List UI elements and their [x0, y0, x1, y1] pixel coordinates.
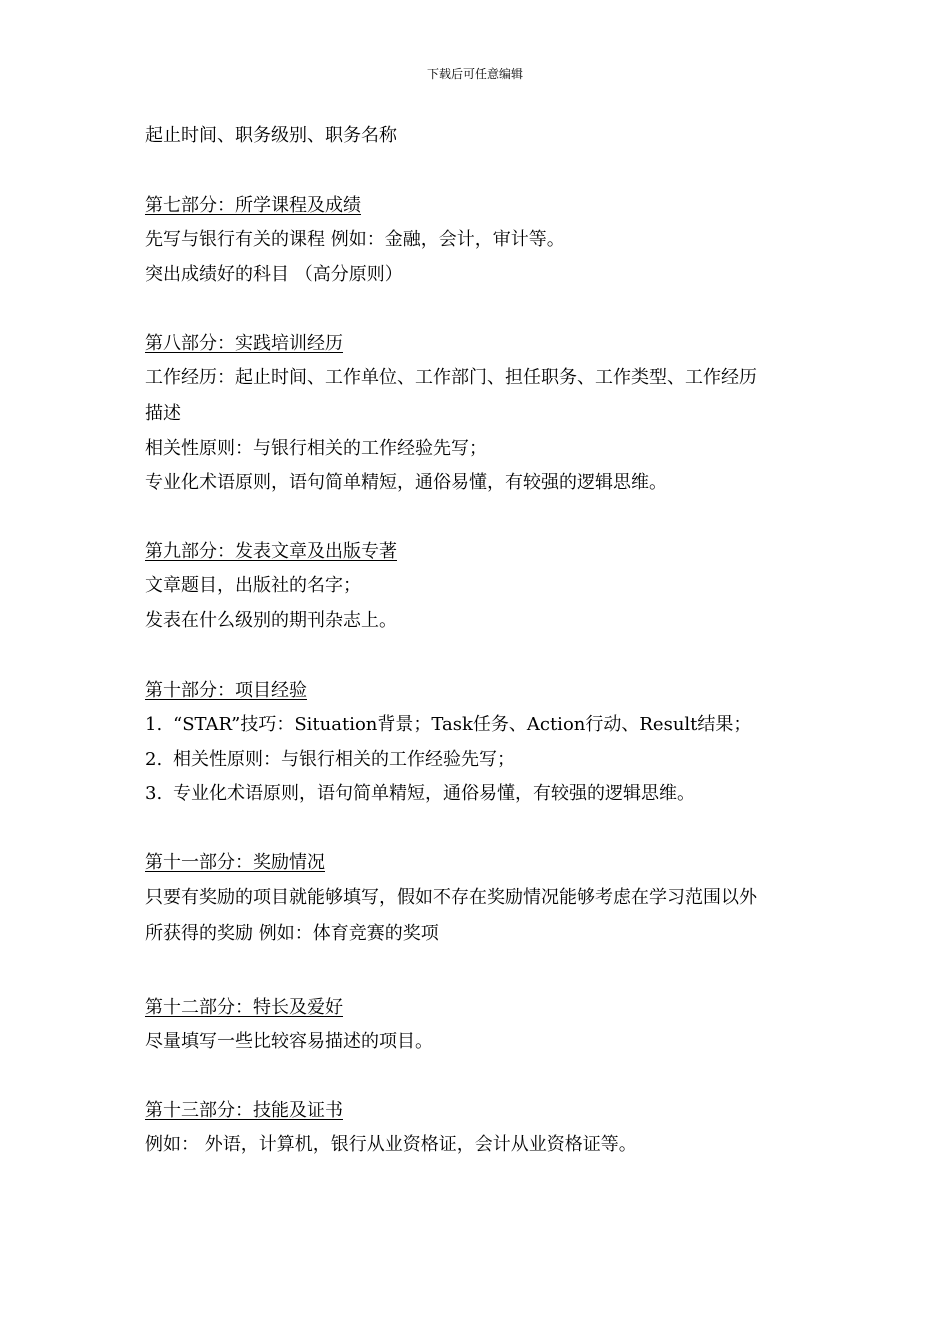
paragraph-line: 突出成绩好的科目 （高分原则） — [145, 264, 403, 285]
page-header: 下载后可任意编辑 — [426, 67, 523, 81]
item-text: 专业化术语原则，语句简单精短，通俗易懂，有较强的逻辑思维。 — [173, 783, 695, 804]
section-heading: 第十二部分：特长及爱好 — [145, 997, 343, 1018]
section-heading: 第十一部分：奖励情况 — [145, 852, 325, 873]
paragraph-line: 工作经历：起止时间、工作单位、工作部门、担任职务、工作类型、工作经历 — [145, 367, 757, 388]
item-text: “STAR”技巧：Situation背景；Task任务、Action行动、Result结果； — [173, 714, 752, 735]
item-text: 相关性原则：与银行相关的工作经验先写； — [173, 749, 515, 770]
section-heading: 第十部分：项目经验 — [145, 680, 307, 701]
paragraph-line: 文章题目，出版社的名字； — [145, 575, 361, 596]
paragraph-line: 所获得的奖励 例如：体育竞赛的奖项 — [145, 923, 439, 944]
intro-line: 起止时间、职务级别、职务名称 — [145, 125, 397, 146]
paragraph-line: 尽量填写一些比较容易描述的项目。 — [145, 1031, 433, 1052]
item-number: 1. — [145, 714, 163, 735]
paragraph-line: 描述 — [145, 403, 181, 424]
section-heading: 第七部分：所学课程及成绩 — [145, 195, 361, 216]
item-number: 3. — [145, 783, 163, 804]
paragraph-line: 先写与银行有关的课程 例如：金融，会计，审计等。 — [145, 229, 565, 250]
paragraph-line: 例如： 外语，计算机，银行从业资格证，会计从业资格证等。 — [145, 1134, 637, 1155]
paragraph-line: 只要有奖励的项目就能够填写，假如不存在奖励情况能够考虑在学习范围以外 — [145, 887, 757, 908]
paragraph-line: 相关性原则：与银行相关的工作经验先写； — [145, 438, 487, 459]
paragraph-line: 发表在什么级别的期刊杂志上。 — [145, 610, 397, 631]
section-heading: 第十三部分：技能及证书 — [145, 1100, 343, 1121]
item-number: 2. — [145, 749, 163, 770]
section-heading: 第九部分：发表文章及出版专著 — [145, 541, 397, 562]
numbered-item — [145, 748, 825, 772]
numbered-item — [145, 713, 825, 737]
section-heading: 第八部分：实践培训经历 — [145, 333, 343, 354]
paragraph-line: 专业化术语原则，语句简单精短，通俗易懂，有较强的逻辑思维。 — [145, 472, 667, 493]
numbered-item — [145, 782, 825, 806]
